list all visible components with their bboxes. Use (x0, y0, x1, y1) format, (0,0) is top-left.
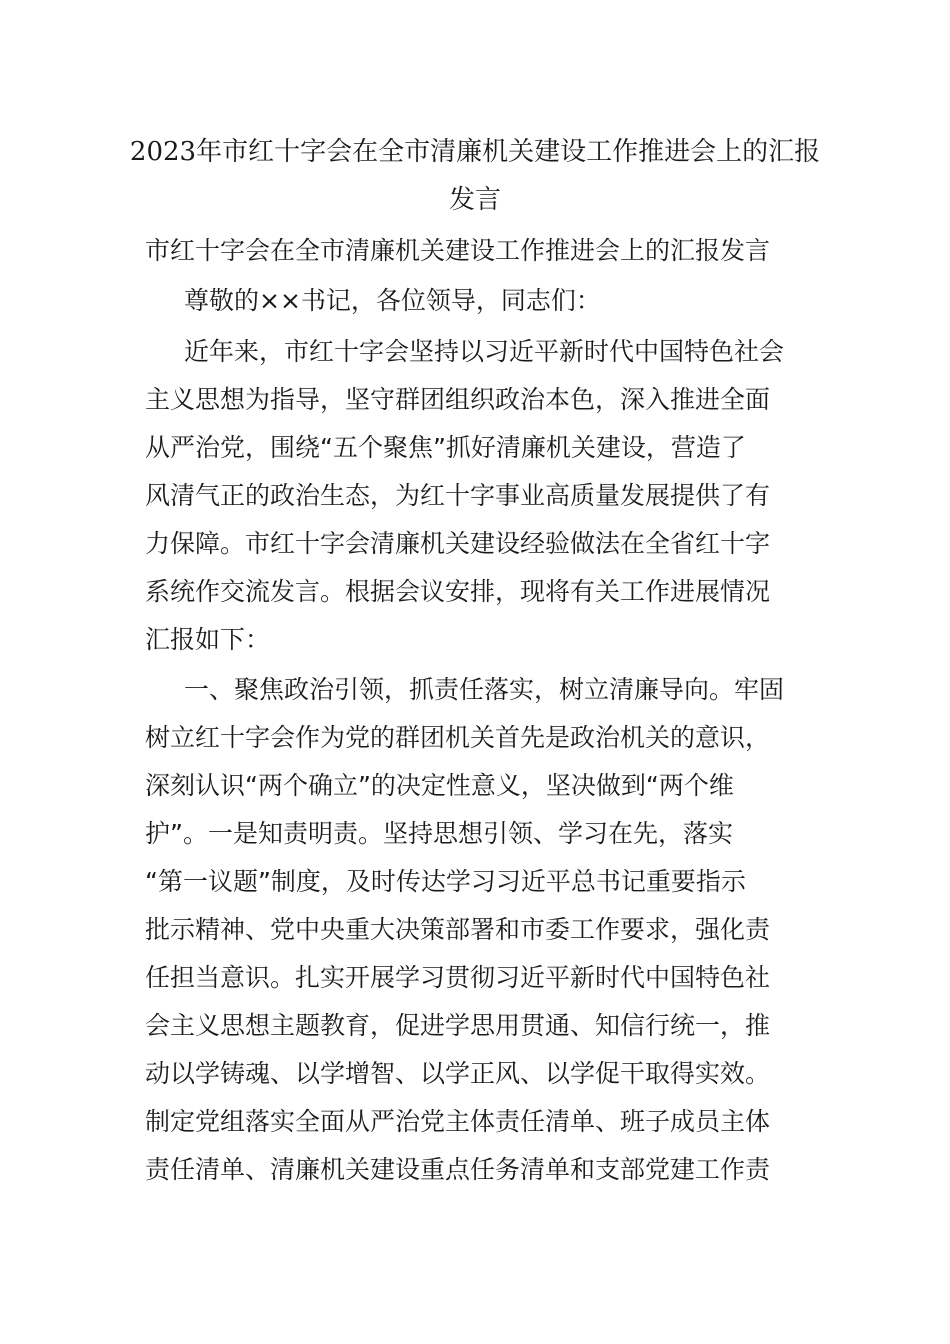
paragraph-2-line: 护”。一是知责明责。坚持思想引领、学习在先，落实 (145, 819, 733, 848)
paragraph-1-line: 系统作交流发言。根据会议安排，现将有关工作进展情况 (145, 577, 771, 606)
paragraph-1-line: 主义思想为指导，坚守群团组织政治本色，深入推进全面 (145, 385, 771, 414)
paragraph-2-line: 树立红十字会作为党的群团机关首先是政治机关的意识， (145, 723, 771, 752)
paragraph-2-line: “第一议题”制度，及时传达学习习近平总书记重要指示 (145, 867, 746, 896)
salutation: 尊敬的××书记，各位领导，同志们： (184, 286, 601, 315)
paragraph-1-line: 近年来，市红十字会坚持以习近平新时代中国特色社会 (184, 337, 785, 366)
document-subtitle: 市红十字会在全市清廉机关建设工作推进会上的汇报发言 (145, 236, 771, 265)
paragraph-1-line: 风清气正的政治生态，为红十字事业高质量发展提供了有 (145, 481, 771, 510)
paragraph-2-line: 一、聚焦政治引领，抓责任落实，树立清廉导向。牢固 (184, 675, 785, 704)
paragraph-2-line: 深刻认识“两个确立”的决定性意义，坚决做到“两个维 (145, 771, 734, 800)
paragraph-2-line: 会主义思想主题教育，促进学思用贯通、知信行统一，推 (145, 1011, 771, 1040)
paragraph-2-line: 责任清单、清廉机关建设重点任务清单和支部党建工作责 (145, 1155, 771, 1184)
paragraph-1-line: 从严治党，围绕“五个聚焦”抓好清廉机关建设，营造了 (145, 433, 746, 462)
paragraph-1-line: 汇报如下： (145, 625, 271, 654)
paragraph-2-line: 任担当意识。扎实开展学习贯彻习近平新时代中国特色社 (145, 963, 771, 992)
paragraph-2-line: 制定党组落实全面从严治党主体责任清单、班子成员主体 (145, 1107, 771, 1136)
paragraph-2-line: 批示精神、党中央重大决策部署和市委工作要求，强化责 (145, 915, 771, 944)
document-title: 2023年市红十字会在全市清廉机关建设工作推进会上的汇报发言 (129, 137, 821, 215)
paragraph-1-line: 力保障。市红十字会清廉机关建设经验做法在全省红十字 (145, 529, 771, 558)
paragraph-2-line: 动以学铸魂、以学增智、以学正风、以学促干取得实效。 (145, 1059, 771, 1088)
